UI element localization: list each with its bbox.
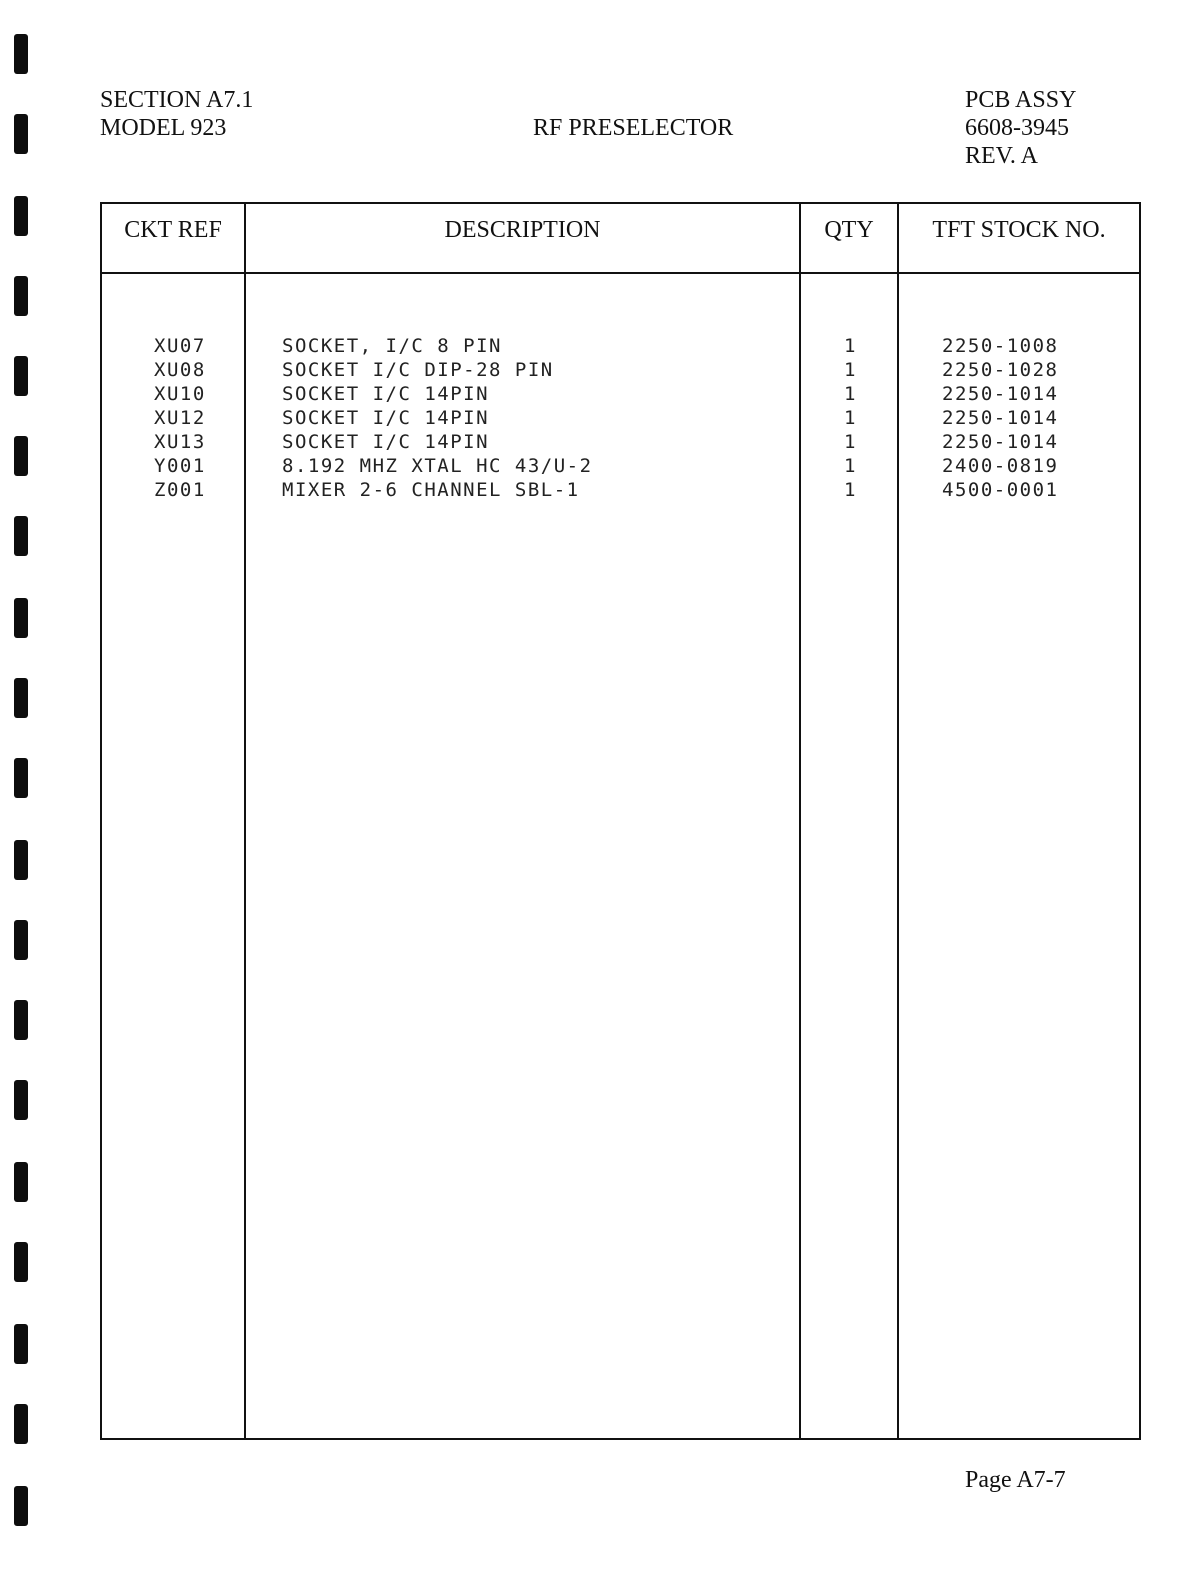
description-cell: SOCKET, I/C 8 PIN <box>282 335 502 357</box>
table-row <box>102 382 1139 406</box>
column-header-description: DESCRIPTION <box>444 217 601 243</box>
ckt-ref-cell: XU13 <box>154 431 206 453</box>
description-cell: SOCKET I/C 14PIN <box>282 383 490 405</box>
punch-mark <box>14 1000 28 1040</box>
punch-mark <box>14 114 28 154</box>
qty-cell: 1 <box>844 335 857 357</box>
description-cell: MIXER 2-6 CHANNEL SBL-1 <box>282 479 580 501</box>
description-cell: SOCKET I/C DIP-28 PIN <box>282 359 554 381</box>
ckt-ref-cell: XU12 <box>154 407 206 429</box>
punch-mark <box>14 516 28 556</box>
header-right <box>965 86 1076 170</box>
punch-mark <box>14 920 28 960</box>
description-cell: SOCKET I/C 14PIN <box>282 407 490 429</box>
ckt-ref-cell: XU08 <box>154 359 206 381</box>
stock-no-cell: 2250-1014 <box>942 407 1059 429</box>
stock-no-cell: 2250-1014 <box>942 431 1059 453</box>
table-row <box>102 334 1139 358</box>
stock-no-cell: 2250-1028 <box>942 359 1059 381</box>
header-divider <box>102 272 1139 274</box>
page-number: Page A7-7 <box>965 1467 1066 1493</box>
punch-mark <box>14 598 28 638</box>
punch-mark <box>14 196 28 236</box>
punch-mark <box>14 1162 28 1202</box>
description-cell: 8.192 MHZ XTAL HC 43/U-2 <box>282 455 593 477</box>
punch-mark <box>14 1404 28 1444</box>
punch-mark <box>14 758 28 798</box>
model-label: MODEL 923 <box>100 115 227 141</box>
punch-mark <box>14 1324 28 1364</box>
punch-mark <box>14 678 28 718</box>
table-row <box>102 478 1139 502</box>
table-body <box>102 334 1139 502</box>
ckt-ref-cell: Z001 <box>154 479 206 501</box>
stock-no-cell: 2250-1008 <box>942 335 1059 357</box>
punch-mark <box>14 34 28 74</box>
page-title: RF PRESELECTOR <box>533 115 734 141</box>
qty-cell: 1 <box>844 359 857 381</box>
column-header-ckt-ref: CKT REF <box>124 217 222 243</box>
punch-mark <box>14 436 28 476</box>
ckt-ref-cell: XU10 <box>154 383 206 405</box>
punch-mark <box>14 1080 28 1120</box>
qty-cell: 1 <box>844 407 857 429</box>
assembly-label: PCB ASSY <box>965 87 1077 113</box>
table-row <box>102 358 1139 382</box>
binder-punch-strip <box>12 0 32 1576</box>
qty-cell: 1 <box>844 383 857 405</box>
parts-table <box>100 202 1141 1440</box>
description-cell: SOCKET I/C 14PIN <box>282 431 490 453</box>
column-header-qty: QTY <box>824 217 874 243</box>
punch-mark <box>14 1242 28 1282</box>
stock-no-cell: 2250-1014 <box>942 383 1059 405</box>
punch-mark <box>14 840 28 880</box>
qty-cell: 1 <box>844 455 857 477</box>
punch-mark <box>14 276 28 316</box>
qty-cell: 1 <box>844 479 857 501</box>
punch-mark <box>14 1486 28 1526</box>
punch-mark <box>14 356 28 396</box>
stock-no-cell: 2400-0819 <box>942 455 1059 477</box>
assembly-part-number: 6608-3945 <box>965 115 1069 141</box>
ckt-ref-cell: Y001 <box>154 455 206 477</box>
section-label: SECTION A7.1 <box>100 87 254 113</box>
header-left <box>100 86 253 142</box>
ckt-ref-cell: XU07 <box>154 335 206 357</box>
table-row <box>102 454 1139 478</box>
stock-no-cell: 4500-0001 <box>942 479 1059 501</box>
table-row <box>102 430 1139 454</box>
revision-label: REV. A <box>965 143 1038 169</box>
qty-cell: 1 <box>844 431 857 453</box>
column-header-stock-no: TFT STOCK NO. <box>932 217 1106 243</box>
table-row <box>102 406 1139 430</box>
